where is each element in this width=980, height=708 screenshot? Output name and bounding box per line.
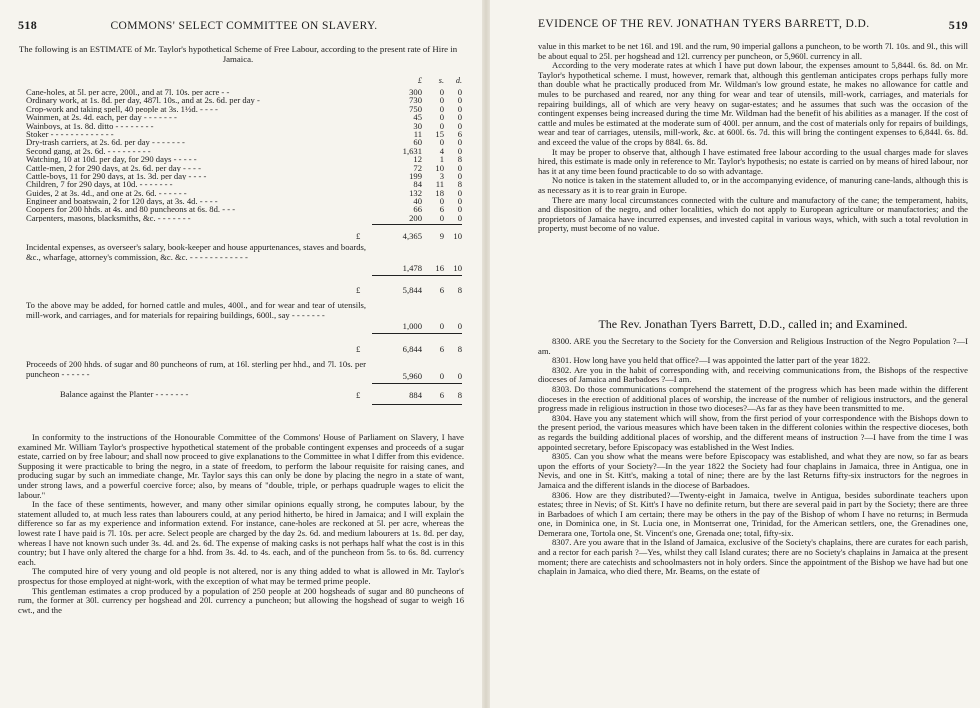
incidental-amount [372, 263, 462, 273]
left-page-number: 518 [18, 18, 38, 32]
amount-d: 8 [457, 179, 462, 190]
horned-cattle-text: To the above may be added, for horned cattle and mules, 400l., and for wear and tear of utensils, mill-work, and carriages, and for materials for repairing buildings, 600l., say - - - - - - - [26, 300, 366, 320]
amount-s: 0 [439, 87, 444, 97]
amount-s: 6 [439, 204, 444, 215]
proceeds-s: 0 [439, 371, 444, 381]
head-shillings: s. [438, 76, 444, 85]
estimate-row [26, 164, 462, 172]
amount-d: 0 [457, 87, 462, 97]
left-running-header [18, 18, 468, 33]
amount-d: 8 [457, 154, 462, 165]
amount-s: 0 [439, 112, 444, 123]
paragraph: It may be proper to observe that, although I have estimated free labour according to the usual charges made for slaves hired, this estimate is made only in reference to Mr. Taylor's hypothesis; no estate is carried on by means of hired labour, nor has it at any time been found practicable to do so with advantage. [538, 146, 968, 176]
amount-s: 0 [439, 95, 444, 106]
rule [372, 383, 462, 384]
estimate-row [26, 130, 462, 138]
rule [372, 404, 462, 405]
estimate-row-label: Stoker - - - - - - - - - - - - - [26, 129, 114, 139]
pound-mark: £ [356, 390, 361, 400]
amount-s: 18 [435, 187, 444, 198]
amount-d: 0 [457, 204, 462, 215]
amount-d: 0 [457, 137, 462, 148]
estimate-row [26, 147, 462, 155]
estimate-row [26, 122, 462, 130]
incidental-l: 1,478 [402, 263, 422, 273]
qa-paragraph: 8306. How are they distributed?—Twenty-eight in Jamaica, twelve in Antigua, besides subordinate teachers upon estates; three in Nevis; of St. Kitt's I have no definite return, but there are several paid in part by the Society; there are three in Barbadoes of which I am certain; there may be others in the pay of the Bishop of whom I have no returns; in Bermuda one, in Dominica one, in St. Lucia one, in Montserrat one, Trinidad, for the American settlers, one, the Grenadines one, Demerara one, Tortola one, St. Vincent's one, Grenada one; total, fifty-six. [538, 489, 968, 538]
estimate-row-label: Second gang, at 2s. 6d. - - - - - - - - - [26, 146, 151, 156]
amount-l: 72 [413, 162, 422, 173]
amount-s: 10 [435, 162, 444, 173]
right-running-head: EVIDENCE OF THE REV. JONATHAN TYERS BARRETT, D.D. [538, 18, 870, 30]
balance-d: 8 [457, 390, 462, 400]
estimate-intro: The following is an ESTIMATE of Mr. Taylor's hypothetical Scheme of Free Labour, according to the present rate of Hire in Jamaica. [18, 44, 458, 64]
estimate-row-label: Engineer and boatswain, 2 for 120 days, at 3s. 4d. - - - - [26, 197, 218, 206]
total-3-s: 6 [439, 344, 444, 354]
incidental-s: 16 [435, 263, 444, 273]
right-page-number: 519 [948, 18, 968, 32]
estimate-row-label: Guides, 2 at 3s. 4d., and one at 2s. 6d. - - - - - - [26, 188, 187, 198]
amount-s: 0 [439, 137, 444, 148]
amount-d: 0 [457, 212, 462, 223]
incidental-text: Incidental expenses, as overseer's salary, book-keeper and house appurtenances, staves and boards, &c., wharfage, attorney's commission, &c. &c. - - - - - - - - - - - - [26, 242, 366, 262]
estimate-row [26, 155, 462, 163]
head-pounds: £ [417, 76, 422, 85]
qa-paragraph: 8300. ARE you the Secretary to the Society for the Conversion and Religious Instruction of the Negro Population ?—I am. [538, 336, 968, 356]
estimate-row-label: Dry-trash carriers, at 2s. 6d. per day - - - - - - - [26, 138, 185, 147]
horned-d: 0 [457, 321, 462, 331]
paragraph: There are many local circumstances connected with the culture and manufactory of the cane; the temperament, habits, and disposition of the negro, and other localities, which do not apply to European agriculture or manufactories; and the proprietors of Jamaica have incurred expenses, and invested capital in various ways, which, with such a total revolution in property, must become of no value. [538, 194, 968, 234]
rule [372, 333, 462, 334]
estimate-row-label: Coopers for 200 hhds. at 4s. and 80 puncheons at 6s. 8d. - - - [26, 205, 236, 214]
estimate-row [26, 138, 462, 146]
right-body-text [538, 42, 968, 234]
total-2-l: 5,844 [402, 285, 422, 295]
estimate-row-label: Wainmen, at 2s. 4d. each, per day - - - - - - - [26, 113, 177, 122]
left-body-text [18, 433, 464, 615]
amount-l: 730 [409, 95, 422, 106]
examination-text [538, 337, 968, 577]
amount-d: 0 [457, 170, 462, 181]
amount-l: 84 [413, 179, 422, 190]
estimate-row [26, 214, 462, 222]
total-1-l: 4,365 [402, 231, 422, 241]
amount-l: 750 [409, 103, 422, 114]
amount-s: 0 [439, 103, 444, 114]
amount-l: 60 [413, 137, 422, 148]
amount-d: 0 [457, 120, 462, 131]
estimate-row-amount [372, 214, 462, 222]
proceeds-l: 5,960 [402, 371, 422, 381]
paragraph: The computed hire of very young and old people is not altered, nor is any thing added to what is allowed in Mr. Taylor's prospectus for those employed at night-work, with the exception of what may be termed prime people. [18, 566, 464, 586]
total-3-l: 6,844 [402, 344, 422, 354]
head-pence: d. [455, 76, 462, 85]
amount-s: 3 [439, 170, 444, 181]
estimate-row-label: Carpenters, masons, blacksmiths, &c. - - - - - - - [26, 213, 191, 223]
balance-text: Balance against the Planter - - - - - - - [60, 389, 189, 399]
paragraph: In conformity to the instructions of the Honourable Committee of the Commons' House of Parliament on Slavery, I have examined Mr. William Taylor's prospective hypothetical statement of the probable contingent expenses and proceeds of a sugar estate, carried on by free labour; and shall now proceed to give explanations to the Committee in what I differ from this evidence. Supposing it were practicable to bring the negro, in a state of freedom, to perform the labour requisite for raising canes, and producing sugar by such an immediate change, Mr. Taylor says this can only be done by placing the negro in a state of want, under strong laws, and a powerful coercive force; also, by means of "double, triple, or perhaps quadruple wages to elicit the labour." [18, 432, 464, 500]
estimate-row [26, 180, 462, 188]
paragraph: No notice is taken in the statement alluded to, or in the accompanying evidence, of manuring cane-lands, although this is as necessary as it is to rear grain in Europe. [538, 175, 968, 195]
right-page [490, 0, 980, 708]
amount-s: 0 [439, 212, 444, 223]
amount-l: 40 [413, 196, 422, 207]
rule [372, 224, 462, 225]
amount-l: 300 [409, 87, 422, 97]
estimate-row [26, 88, 462, 96]
balance-l: 884 [409, 390, 422, 400]
estimate-row-label: Children, 7 for 290 days, at 10d. - - - - - - - [26, 180, 173, 189]
paragraph: In the face of these sentiments, however, and many other similar opinions equally strong, he computes labour, by the statement alluded to, at much less rates than labourers could, at any period hitherto, be hired in Jamaica; and I will explain the difference so far as my experience and information extend. For instance, cane-holes are reckoned at 5l. per acre, whereas the lowest rate I have paid is 7l. 10s. per acre. Select people are charged by the day 2s. 6d. and medium labourers at 1s. 8d. per day, whereas I have not known such under 3s. 4d. and 2s. 6d. The expense of making casks is not perhaps half what the cost is in this country; but I have only altered the charge for a hhd. from 3s. 4d. to 4s. each, and of the puncheon from 5s. to 6s. 8d. currency each. [18, 499, 464, 567]
amount-l: 132 [409, 187, 422, 198]
total-2-d: 8 [457, 285, 462, 295]
amount-d: 0 [457, 112, 462, 123]
amount-l: 200 [409, 212, 422, 223]
qa-paragraph: 8304. Have you any statement which will show, from the first period of your correspondence with the Bishops down to the present period, the various measures which have been taken in the different colonies within the respective dioceses, both as regards the building additional places of worship, and the different means of instruction ?—I have from the time I was appointed secretary, before Episcopacy was established in the West Indies. [538, 412, 968, 452]
estimate-row-label: Wainboys, at 1s. 8d. ditto - - - - - - - - [26, 121, 154, 130]
amount-s: 4 [439, 145, 444, 156]
incidental-d: 10 [453, 263, 462, 273]
amount-l: 199 [409, 170, 422, 181]
left-running-head: COMMONS' SELECT COMMITTEE ON SLAVERY. [110, 20, 378, 32]
estimate-row-label: Cattle-boys, 11 for 290 days, at 1s. 3d. per day - - - - [26, 171, 207, 181]
total-1-s: 9 [439, 231, 444, 241]
estimate-row [26, 197, 462, 205]
rule [372, 275, 462, 276]
estimate-row [26, 105, 462, 113]
proceeds-text: Proceeds of 200 hhds. of sugar and 80 puncheons of rum, at 16l. sterling per hhd., and 7l. 10s. per puncheon - - - - - - [26, 359, 366, 379]
amount-d: 0 [457, 95, 462, 106]
proceeds-d: 0 [457, 371, 462, 381]
balance-s: 6 [439, 390, 444, 400]
horned-l: 1,000 [402, 321, 422, 331]
estimate-rows [26, 88, 462, 222]
estimate-table [26, 88, 462, 222]
qa-paragraph: 8303. Do those communications comprehend the statement of the progress which has been made within the different dioceses in the erection of additional places of worship, the increase of the number of religious instructors, and the general progress made in religious instruction in those two dioceses?—As far as they have been transmitted to me. [538, 383, 968, 414]
left-page [0, 0, 482, 708]
amount-s: 0 [439, 196, 444, 207]
qa-paragraph: 8307. Are you aware that in the Island of Jamaica, exclusive of the Society's chaplains, there are curates for each parish, and a rector for each parish ?—Yes, whilst they call Island curates; there are no Society's chaplains in Jamaica at the present moment; there are catechists and schoolmasters not in holy orders. Since the appointment of the Bishop we have had but one chaplain in Jamaica, who died there, Mr. Beams, on the estate of [538, 537, 968, 577]
horned-s: 0 [439, 321, 444, 331]
pound-mark: £ [356, 231, 361, 241]
qa-paragraph: 8301. How long have you held that office?—I was appointed the latter part of the year 1822. [552, 355, 871, 366]
total-2 [372, 285, 462, 295]
horned-cattle-amount [372, 321, 462, 331]
total-3-d: 8 [457, 344, 462, 354]
estimate-row [26, 172, 462, 180]
amount-l: 45 [413, 112, 422, 123]
amount-s: 1 [439, 154, 444, 165]
amount-l: 30 [413, 120, 422, 131]
paragraph: According to the very moderate rates at which I have put down labour, the expenses amount to 5,844l. 6s. 8d. on Mr. Taylor's hypothetical scheme. I must, however, remark that, although this gentleman anticipates crops perhaps fully more than double what he practically produced from Mr. Wildman's low ground estate, he makes no allowance for cattle and mules to be purchased and reared, nor any thing for wear and tear of utensils, mill-work, carriages, and materials for repairing buildings, all of which are very heavy on sugar-estates; and he assumes that such was the occasion of the contingent expenses being increased during the time Mr. Wildman had the benefit of his abilities as a manager. If the cost of cattle and mules be estimated at the moderate sum of 400l. per annum, and the cost of materials only for repairs of buildings, wear and tear of carriages, utensils, mill-work, &c. at 600l. 6s. 7d. this will bring the contingent expenses to 6,844l. 6s. 8d. and exceed the value of the crops by 884l. 6s. 8d. [538, 60, 968, 147]
estimate-row-label: Watching, 10 at 10d. per day, for 290 days - - - - - [26, 155, 197, 164]
pound-mark: £ [356, 344, 361, 354]
total-1-d: 10 [453, 231, 462, 241]
amount-l: 1,631 [402, 145, 422, 156]
estimate-row-label: Ordinary work, at 1s. 8d. per day, 487l. 10s., and at 2s. 6d. per day - [26, 96, 260, 105]
right-running-header [538, 18, 968, 30]
qa-paragraph: 8305. Can you show what the means were before Episcopacy was established, and what they are now, so far as bears upon the efforts of your Society?—In the year 1822 the Society had four chaplains in Jamaica, three in Antigua, one in Nevis, and one in St. Kitt's, making a total of nine; there are by the last Returns fifty-six instructors for the negroes in Jamaica and the different islands in the diocese of Barbadoes. [538, 451, 968, 490]
paragraph: This gentleman estimates a crop produced by a population of 250 people at 200 hogsheads of sugar and 80 puncheons of rum, the former at 30l. currency per hogshead and 20l. currency a puncheon; but allowing the hogshead of sugar to weigh 16 cwt., and the [18, 585, 464, 615]
amount-d: 0 [457, 187, 462, 198]
amount-d: 0 [457, 162, 462, 173]
total-2-s: 6 [439, 285, 444, 295]
estimate-row [26, 189, 462, 197]
book-gutter [482, 0, 490, 708]
estimate-row [26, 96, 462, 104]
amount-l: 11 [413, 128, 422, 139]
pound-mark: £ [356, 285, 361, 295]
amount-d: 0 [457, 145, 462, 156]
amount-d: 0 [457, 103, 462, 114]
qa-paragraph: 8302. Are you in the habit of corresponding with, and receiving communications from, the Bishops of the respective dioceses of Jamaica and Barbadoes ?—I am. [538, 364, 968, 385]
paragraph: value in this market to be net 16l. and 19l. and the rum, 90 imperial gallons a puncheon, to be worth 7l. 10s. and 9l., this will be about equal to 25l. per hogshead and 12l. currency per puncheon, or 5,960l. currency in all. [538, 41, 968, 61]
amount-s: 11 [435, 179, 444, 190]
amount-l: 12 [413, 154, 422, 165]
estimate-row [26, 113, 462, 121]
amount-d: 6 [457, 128, 462, 139]
estimate-row-label: Cattle-men, 2 for 290 days, at 2s. 6d. per day - - - - [26, 163, 201, 172]
amount-l: 66 [413, 204, 422, 215]
amount-d: 0 [457, 196, 462, 207]
witness-heading: The Rev. Jonathan Tyers Barrett, D.D., called in; and Examined. [598, 317, 908, 331]
estimate-row-label: Crop-work and taking spell, 40 people at 3s. 1½d. - - - - [26, 104, 218, 114]
estimate-row-label: Cane-holes, at 5l. per acre, 200l., and at 7l. 10s. per acre - - [26, 88, 230, 97]
currency-heads [372, 76, 462, 85]
total-1 [372, 231, 462, 241]
total-3 [372, 344, 462, 354]
proceeds-amount [372, 371, 462, 381]
balance-amount [372, 390, 462, 400]
amount-s: 0 [439, 120, 444, 131]
estimate-row [26, 205, 462, 213]
amount-s: 15 [435, 128, 444, 139]
